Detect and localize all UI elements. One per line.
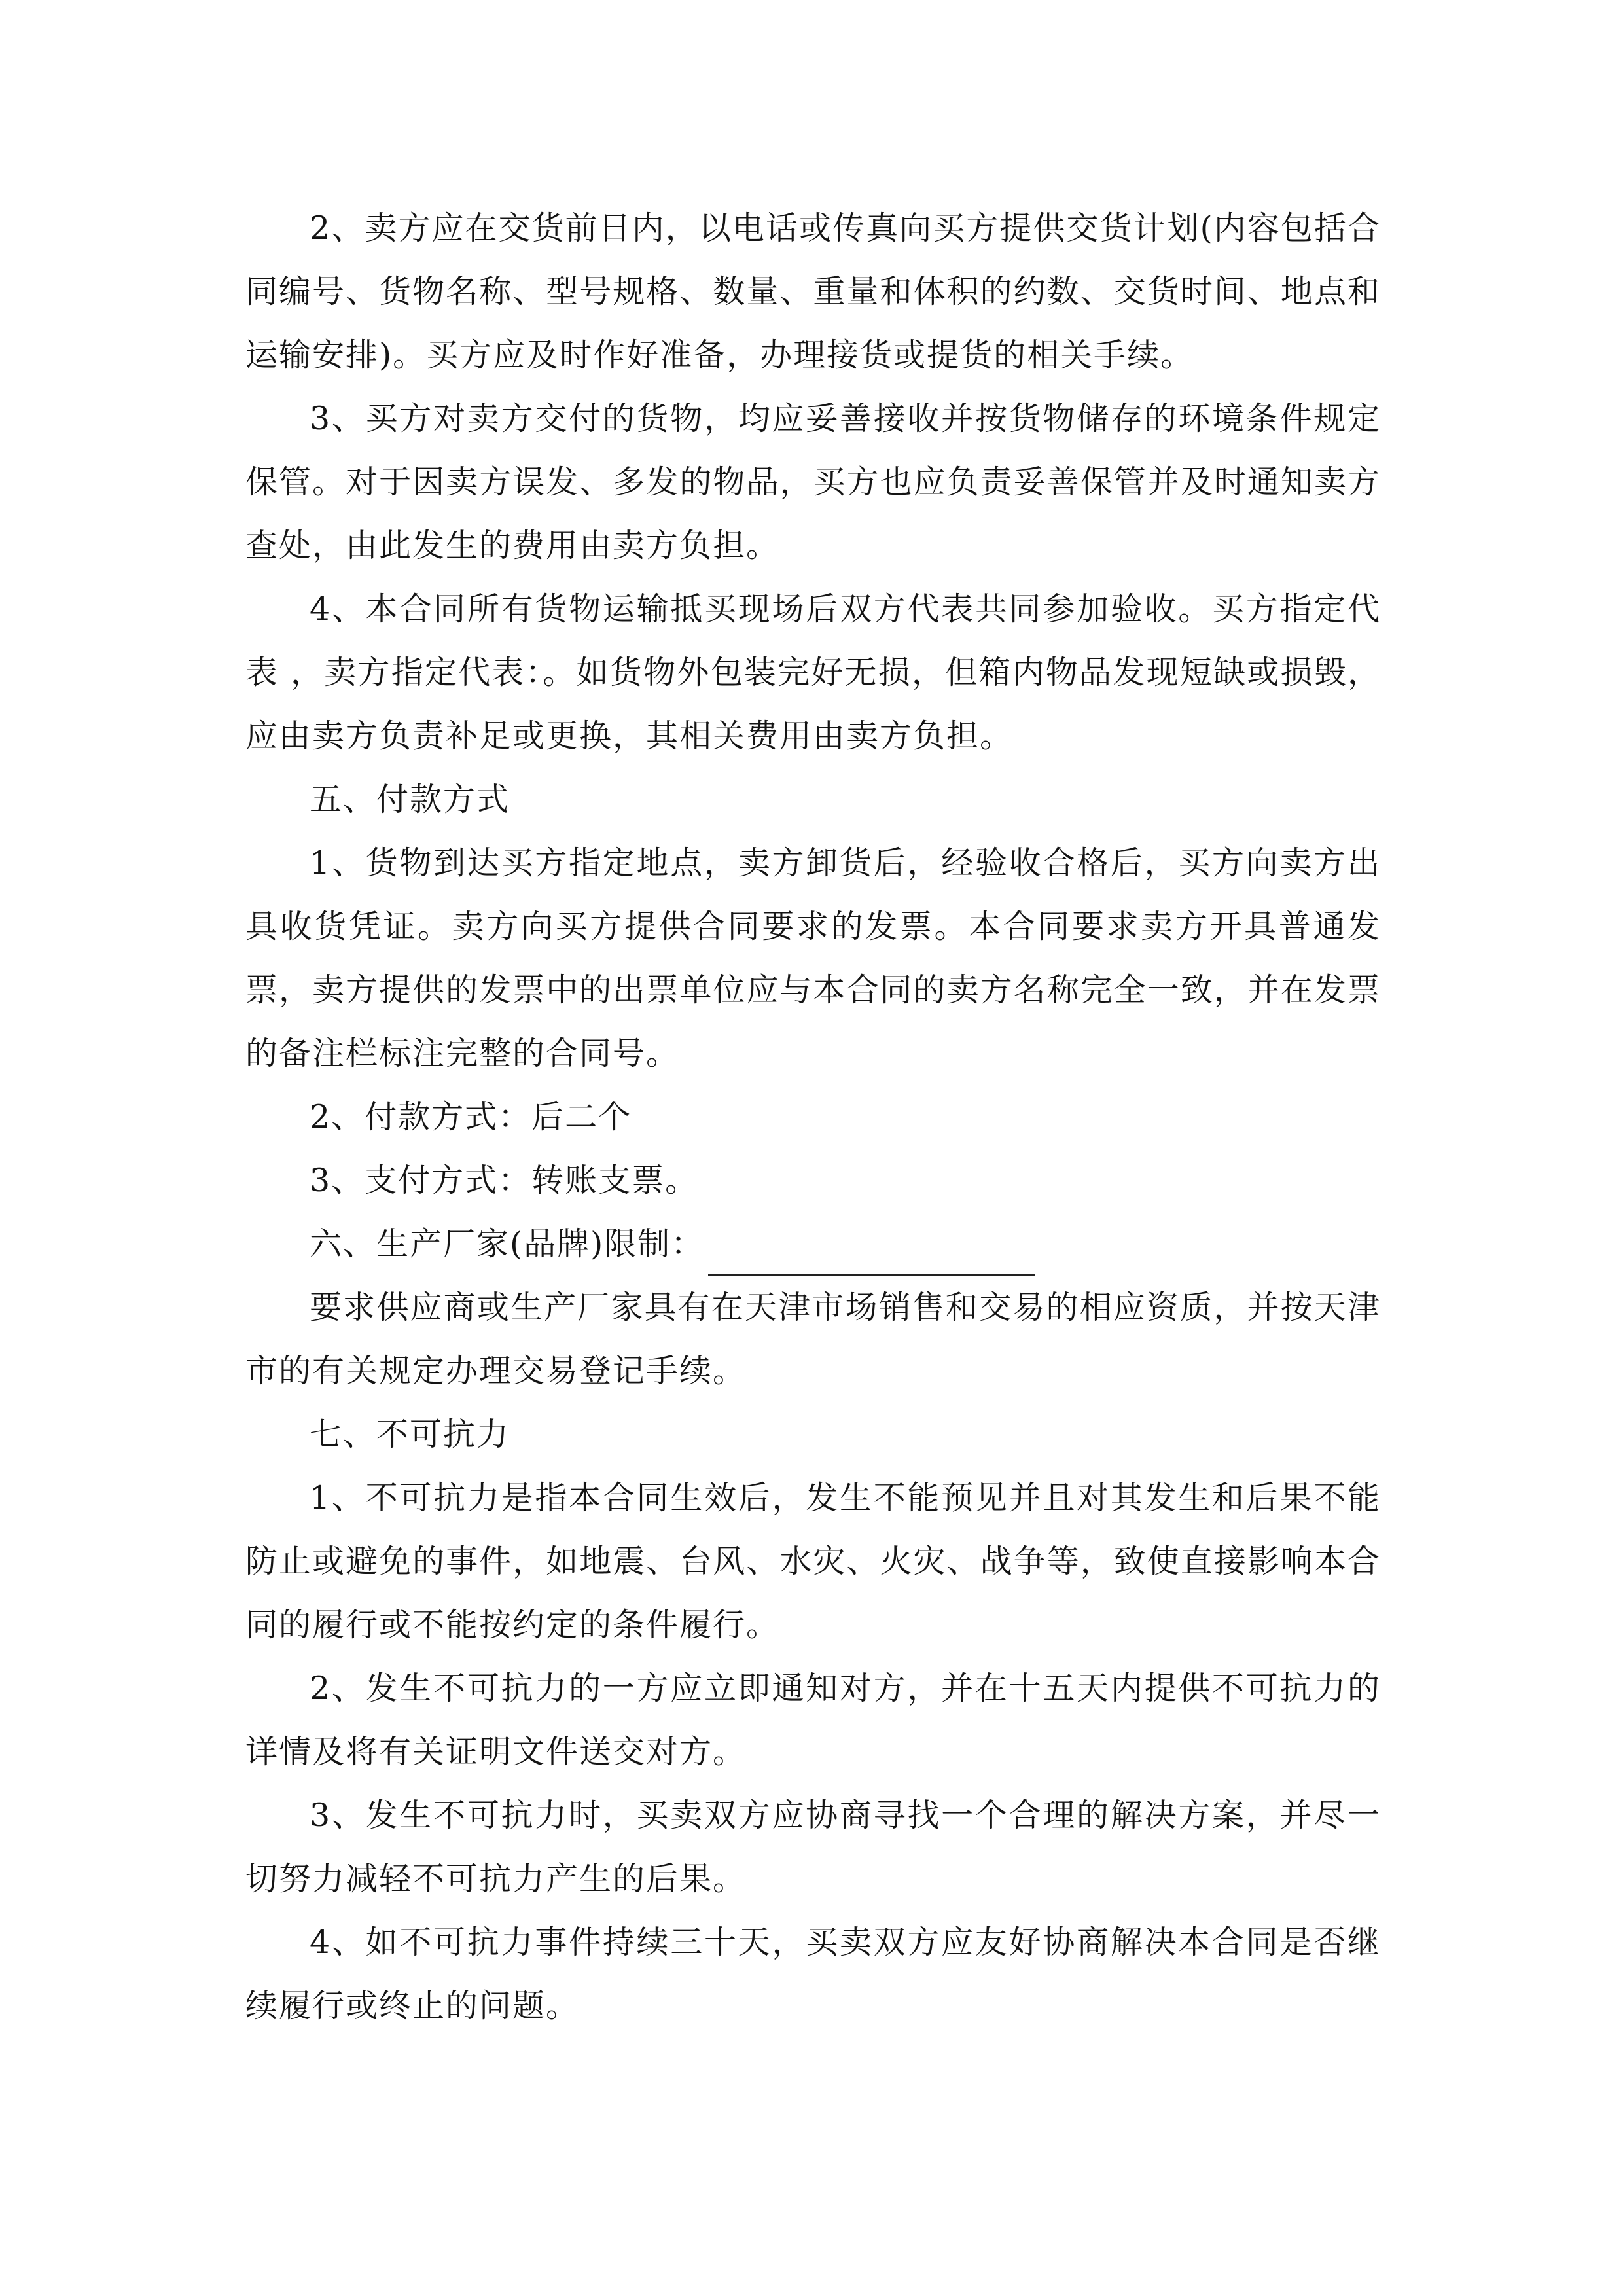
paragraph-payment-method: 2、付款方式：后二个 [310, 1098, 632, 1136]
brand-fill-in-blank [708, 1235, 1035, 1276]
section-heading-payment: 五、付款方式 [310, 781, 510, 818]
paragraph-qualification: 要求供应商或生产厂家具有在天津市场销售和交易的相应资质，并按天津市的有关规定办理交易登记手续。 [245, 1289, 1381, 1390]
document-body [245, 196, 1381, 2037]
paragraph-payment-instrument: 3、支付方式：转账支票。 [310, 1162, 699, 1199]
paragraph-force-majeure-notice: 2、发生不可抗力的一方应立即通知对方，并在十五天内提供不可抗力的详情及将有关证明文件送交对方。 [245, 1670, 1381, 1770]
paragraph-force-majeure-duration: 4、如不可抗力事件持续三十天，买卖双方应友好协商解决本合同是否继续履行或终止的问题。 [245, 1924, 1381, 2024]
section-heading-force-majeure: 七、不可抗力 [310, 1416, 510, 1453]
paragraph-force-majeure-definition: 1、不可抗力是指本合同生效后，发生不能预见并且对其发生和后果不能防止或避免的事件，如地震、台风、水灾、火灾、战争等，致使直接影响本合同的履行或不能按约定的条件履行。 [245, 1479, 1381, 1643]
section-heading-brand-restriction [245, 1212, 1381, 1276]
paragraph-force-majeure-mitigation: 3、发生不可抗力时，买卖双方应协商寻找一个合理的解决方案，并尽一切努力减轻不可抗力产生的后果。 [245, 1797, 1381, 1897]
brand-restriction-label: 六、生产厂家(品牌)限制： [310, 1225, 705, 1263]
paragraph-goods-receipt: 3、买方对卖方交付的货物，均应妥善接收并按货物储存的环境条件规定保管。对于因卖方误发、多发的物品，买方也应负责妥善保管并及时通知卖方查处，由此发生的费用由卖方负担。 [245, 400, 1381, 564]
paragraph-acceptance: 4、本合同所有货物运输抵买现场后双方代表共同参加验收。买方指定代表 ，卖方指定代表：。如货物外包装完好无损，但箱内物品发现短缺或损毁，应由卖方负责补足或更换，其相关费用由卖方负担。 [245, 590, 1381, 755]
paragraph-invoice: 1、货物到达买方指定地点，卖方卸货后，经验收合格后，买方向卖方出具收货凭证。卖方向买方提供合同要求的发票。本合同要求卖方开具普通发票，卖方提供的发票中的出票单位应与本合同的卖方名称完全一致，并在发票的备注栏标注完整的合同号。 [245, 844, 1381, 1072]
paragraph-delivery-plan: 2、卖方应在交货前日内，以电话或传真向买方提供交货计划(内容包括合同编号、货物名称、型号规格、数量、重量和体积的约数、交货时间、地点和运输安排)。买方应及时作好准备，办理接货或提货的相关手续。 [245, 209, 1381, 374]
